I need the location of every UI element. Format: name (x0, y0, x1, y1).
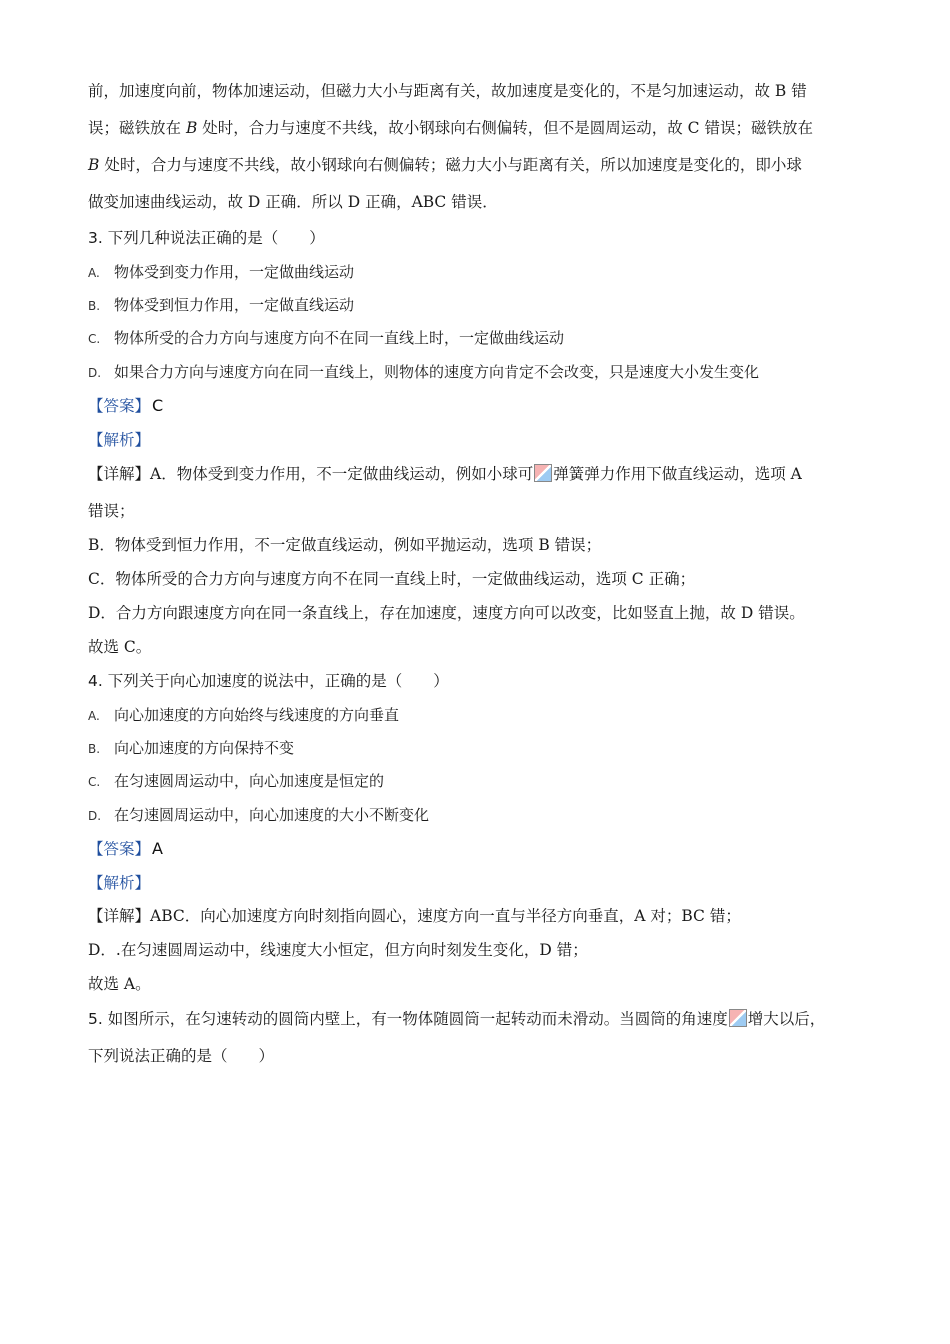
q3-option-b: B. 物体受到恒力作用，一定做直线运动 (88, 296, 355, 314)
q5-number: 5. (88, 1010, 103, 1028)
q3-detail-line-1: 【详解】A．物体受到变力作用，不一定做曲线运动，例如小球可 弹簧弹力作用下做直线运动，选项 A (88, 465, 802, 483)
q4-option-a: A. 向心加速度的方向始终与线速度的方向垂直 (88, 706, 400, 724)
prev-explanation-line-3: B 处时，合力与速度不共线，故小钢球向右侧偏转；磁力大小与距离有关，所以加速度是变化的，即小球 (88, 156, 802, 174)
q3-detail-line-3: B．物体受到恒力作用，不一定做直线运动，例如平抛运动，选项 B 错误； (88, 536, 602, 554)
q4-conclusion: 故选 A。 (88, 975, 151, 993)
q4-number: 4. (88, 672, 103, 690)
answer-tag: 【答案】 (88, 397, 151, 415)
q4-analysis-heading (88, 873, 150, 893)
q4-answer (88, 839, 163, 859)
prev-explanation-line-2: 误；磁铁放在 B 处时，合力与速度不共线，故小钢球向右侧偏转，但不是圆周运动，故 C 错误；磁铁放在 (88, 119, 813, 137)
q3-option-a: A. 物体受到变力作用，一定做曲线运动 (88, 263, 355, 281)
q4-detail-line-2: D．.在匀速圆周运动中，线速度大小恒定，但方向时刻发生变化，D 错； (88, 941, 588, 959)
detail-tag: 【详解】 (88, 465, 151, 483)
q3-stem: 3. 下列几种说法正确的是（ ） (88, 229, 325, 247)
q4-stem: 4. 下列关于向心加速度的说法中，正确的是（ ） (88, 672, 449, 690)
q3-option-c: C. 物体所受的合力方向与速度方向不在同一直线上时，一定做曲线运动 (88, 329, 565, 347)
q4-option-d: D. 在匀速圆周运动中，向心加速度的大小不断变化 (88, 806, 430, 824)
broken-image-icon (729, 1009, 747, 1027)
point-b-var: B (88, 156, 100, 174)
answer-tag: 【答案】 (88, 840, 151, 858)
q3-detail-line-4: C．物体所受的合力方向与速度方向不在同一直线上时，一定做曲线运动，选项 C 正确； (88, 570, 696, 588)
q5-stem-line-1: 5. 如图所示，在匀速转动的圆筒内壁上，有一物体随圆筒一起转动而未滑动。当圆筒的角速度 增大以后， (88, 1010, 826, 1028)
prev-explanation-line-4: 做变加速曲线运动，故 D 正确．所以 D 正确，ABC 错误． (88, 193, 498, 211)
q4-option-c: C. 在匀速圆周运动中，向心加速度是恒定的 (88, 772, 385, 790)
q3-conclusion: 故选 C。 (88, 638, 152, 656)
q3-number: 3. (88, 229, 103, 247)
answer-value: A (152, 839, 163, 858)
q4-detail-line-1: 【详解】ABC．向心加速度方向时刻指向圆心，速度方向一直与半径方向垂直，A 对；BC 错； (88, 907, 741, 925)
broken-image-icon (534, 464, 552, 482)
analysis-tag: 【解析】 (88, 874, 151, 892)
q3-detail-line-2: 错误； (88, 502, 135, 520)
q3-detail-line-5: D．合力方向跟速度方向在同一条直线上，存在加速度，速度方向可以改变，比如竖直上抛，故 D 错误。 (88, 604, 805, 622)
detail-tag: 【详解】 (88, 907, 151, 925)
point-b-var: B (185, 119, 198, 137)
q3-analysis-heading (88, 430, 150, 450)
answer-value: C (152, 396, 164, 415)
prev-explanation-line-1: 前，加速度向前，物体加速运动，但磁力大小与距离有关，故加速度是变化的，不是匀加速运动，故 B 错 (88, 82, 807, 100)
q5-stem-line-2: 下列说法正确的是（ ） (88, 1047, 275, 1065)
q3-answer (88, 396, 163, 416)
q3-option-d: D. 如果合力方向与速度方向在同一直线上，则物体的速度方向肯定不会改变，只是速度大小发生变化 (88, 363, 760, 381)
analysis-tag: 【解析】 (88, 431, 151, 449)
q4-option-b: B. 向心加速度的方向保持不变 (88, 739, 295, 757)
